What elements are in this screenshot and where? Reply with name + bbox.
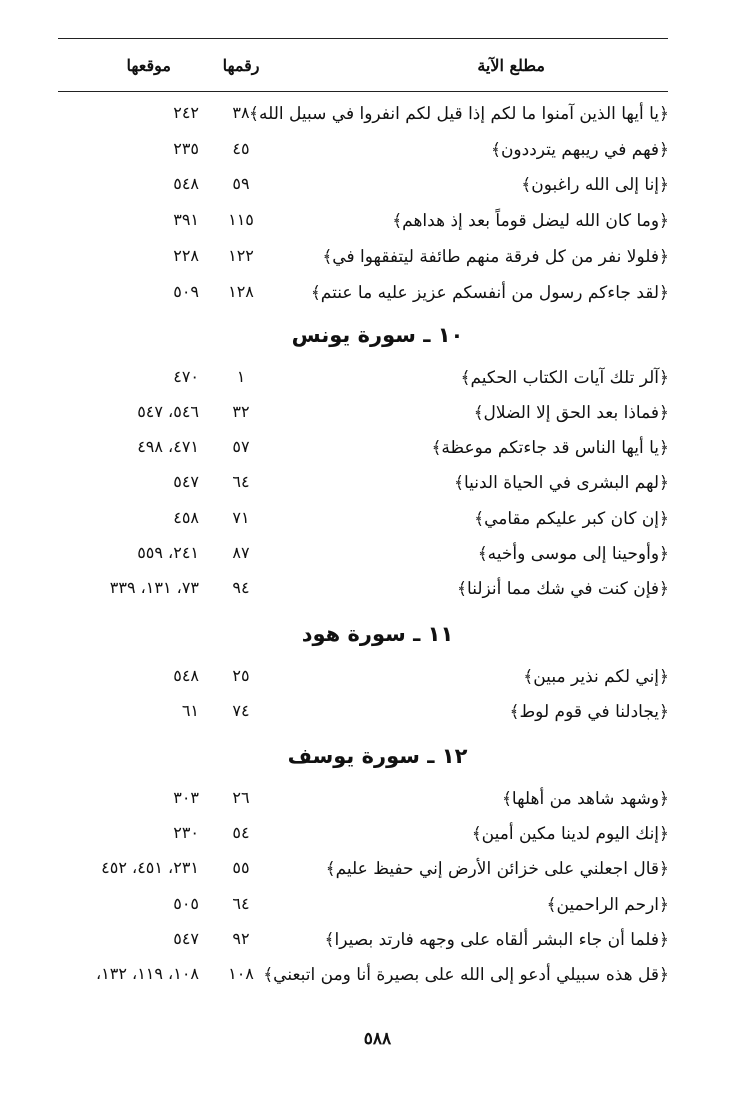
ayah-text: ﴿فهم في ريبهم يترددون﴾ bbox=[490, 140, 669, 160]
ayah-text: ﴿فلما أن جاء البشر ألقاه على وجهه فارتد بصيرا﴾ bbox=[324, 930, 669, 950]
ayah-text: ﴿فماذا بعد الحق إلا الضلال﴾ bbox=[473, 403, 669, 423]
index-row bbox=[0, 472, 755, 502]
page-location: ٥٤٧ bbox=[173, 472, 199, 491]
page-location: ٢٤٢ bbox=[173, 103, 199, 122]
ayah-number: ١٢٢ bbox=[228, 246, 254, 265]
ayah-text: ﴿يجادلنا في قوم لوط﴾ bbox=[509, 702, 669, 722]
index-row bbox=[0, 367, 755, 397]
index-row bbox=[0, 139, 755, 169]
page-location: ٤٧١، ٤٩٨ bbox=[137, 437, 199, 456]
index-row bbox=[0, 437, 755, 467]
ayah-number: ١ bbox=[236, 367, 246, 386]
index-row bbox=[0, 929, 755, 959]
ayah-number: ٣٨ bbox=[232, 103, 250, 122]
index-row bbox=[0, 402, 755, 432]
ayah-text: ﴿إنك اليوم لدينا مكين أمين﴾ bbox=[471, 824, 669, 844]
page-location: ٥٤٦، ٥٤٧ bbox=[137, 402, 199, 421]
index-row bbox=[0, 174, 755, 204]
ayah-number: ٦٤ bbox=[232, 894, 250, 913]
ayah-number: ٢٦ bbox=[232, 788, 250, 807]
page-location: ٣٠٣ bbox=[173, 788, 199, 807]
column-header-location: موقعها bbox=[126, 56, 171, 75]
ayah-text: ﴿آلر تلك آيات الكتاب الحكيم﴾ bbox=[460, 368, 669, 388]
index-row bbox=[0, 103, 755, 133]
ayah-number: ٧٤ bbox=[232, 701, 250, 720]
index-row bbox=[0, 964, 755, 994]
surah-heading: ١١ ـ سورة هود bbox=[301, 622, 454, 646]
ayah-text: ﴿فلولا نفر من كل فرقة منهم طائفة ليتفقهوا في﴾ bbox=[322, 247, 669, 267]
ayah-text: ﴿قال اجعلني على خزائن الأرض إني حفيظ عليم﴾ bbox=[325, 859, 669, 879]
index-row bbox=[0, 508, 755, 538]
ayah-number: ١١٥ bbox=[228, 210, 254, 229]
ayah-number: ١٠٨ bbox=[228, 964, 254, 983]
page-location: ٢٢٨ bbox=[173, 246, 199, 265]
ayah-text: ﴿لهم البشرى في الحياة الدنيا﴾ bbox=[453, 473, 669, 493]
ayah-text: ﴿وأوحينا إلى موسى وأخيه﴾ bbox=[477, 544, 669, 564]
ayah-number: ٤٥ bbox=[232, 139, 250, 158]
ayah-number: ٧١ bbox=[232, 508, 250, 527]
page-location: ٢٣١، ٤٥١، ٤٥٢ bbox=[101, 858, 199, 877]
ayah-number: ٦٤ bbox=[232, 472, 250, 491]
ayah-number: ٥٧ bbox=[232, 437, 250, 456]
ayah-text: ﴿إنا إلى الله راغبون﴾ bbox=[521, 175, 669, 195]
ayah-number: ٥٥ bbox=[232, 858, 250, 877]
index-row bbox=[0, 894, 755, 924]
ayah-number: ١٢٨ bbox=[228, 282, 254, 301]
ayah-number: ٣٢ bbox=[232, 402, 250, 421]
surah-heading: ١٢ ـ سورة يوسف bbox=[287, 744, 468, 768]
index-row bbox=[0, 578, 755, 608]
page-location: ٤٥٨ bbox=[173, 508, 199, 527]
ayah-text: ﴿يا أيها الذين آمنوا ما لكم إذا قيل لكم انفروا في سبيل الله﴾ bbox=[249, 104, 669, 124]
page-location: ٦١ bbox=[181, 701, 199, 720]
index-row bbox=[0, 823, 755, 853]
header-rule bbox=[58, 91, 668, 92]
ayah-text: ﴿ارحم الراحمين﴾ bbox=[546, 895, 669, 915]
index-row bbox=[0, 246, 755, 276]
page-location: ٢٤١، ٥٥٩ bbox=[137, 543, 199, 562]
ayah-text: ﴿فإن كنت في شك مما أنزلنا﴾ bbox=[457, 579, 669, 599]
ayah-number: ٩٢ bbox=[232, 929, 250, 948]
page-location: ١٠٨، ١١٩، ١٣٢، bbox=[95, 964, 199, 983]
ayah-number: ٢٥ bbox=[232, 666, 250, 685]
ayah-text: ﴿إن كان كبر عليكم مقامي﴾ bbox=[474, 509, 669, 529]
surah-heading: ١٠ ـ سورة يونس bbox=[291, 323, 464, 347]
index-row bbox=[0, 210, 755, 240]
ayah-number: ٩٤ bbox=[232, 578, 250, 597]
top-rule bbox=[58, 38, 668, 39]
page-location: ٥٤٨ bbox=[173, 666, 199, 685]
page-location: ٥٠٥ bbox=[173, 894, 199, 913]
ayah-number: ٨٧ bbox=[232, 543, 250, 562]
ayah-text: ﴿وشهد شاهد من أهلها﴾ bbox=[501, 789, 669, 809]
index-row bbox=[0, 701, 755, 731]
page-number: ٥٨٨ bbox=[363, 1029, 392, 1049]
page-location: ٥٤٨ bbox=[173, 174, 199, 193]
ayah-text: ﴿لقد جاءكم رسول من أنفسكم عزيز عليه ما عنتم﴾ bbox=[310, 283, 669, 303]
page-location: ٢٣٠ bbox=[173, 823, 199, 842]
ayah-text: ﴿إني لكم نذير مبين﴾ bbox=[523, 667, 669, 687]
ayah-number: ٥٤ bbox=[232, 823, 250, 842]
page-location: ٥٤٧ bbox=[173, 929, 199, 948]
ayah-text: ﴿يا أيها الناس قد جاءتكم موعظة﴾ bbox=[431, 438, 669, 458]
index-row bbox=[0, 543, 755, 573]
column-header-number: رقمها bbox=[222, 56, 260, 75]
index-row bbox=[0, 666, 755, 696]
ayah-number: ٥٩ bbox=[232, 174, 250, 193]
ayah-text: ﴿قل هذه سبيلي أدعو إلى الله على بصيرة أنا ومن اتبعني﴾ bbox=[263, 965, 669, 985]
index-row bbox=[0, 788, 755, 818]
index-row bbox=[0, 858, 755, 888]
page-location: ٥٠٩ bbox=[173, 282, 199, 301]
page-location: ٢٣٥ bbox=[173, 139, 199, 158]
ayah-text: ﴿وما كان الله ليضل قوماً بعد إذ هداهم﴾ bbox=[392, 211, 669, 231]
page-location: ٧٣، ١٣١، ٣٣٩ bbox=[109, 578, 199, 597]
index-row bbox=[0, 282, 755, 312]
page-location: ٤٧٠ bbox=[173, 367, 199, 386]
page-location: ٣٩١ bbox=[173, 210, 199, 229]
column-header-ayah: مطلع الآية bbox=[477, 56, 545, 75]
